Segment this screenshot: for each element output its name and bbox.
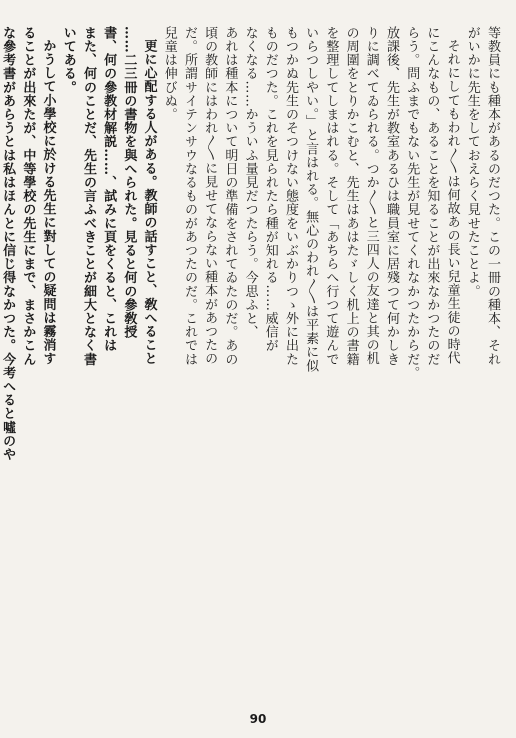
text-line: 等教員にも種本があるのだつた。この一冊の種本、それ (485, 26, 500, 366)
text-line: 更に心配する人がある。教師の話すこと、敎へること (141, 39, 157, 366)
text-line: また、何のことだ、先生の言ふべきことが細大となく書 (80, 26, 96, 366)
text-line: いてある。 (60, 26, 76, 94)
text-line: を整理してしまはれる。そして「あちらへ行つて遊んで (323, 26, 339, 366)
text-line: りに調べてゐられる。つか〳〵と三四人の友達と其の机 (363, 26, 379, 366)
text-line: だ。所謂サイテンサウなるものがあつたのだ。これでは (181, 26, 197, 366)
text-line: にこんなもの、あることを知ることが出來なかつたのだ (424, 26, 440, 366)
text-line: いらつしやい。」と言はれる。無心のわれ〳〵は平素に似 (303, 26, 319, 373)
text-line: かうして小學校に於ける先生に對しての疑問は霧消す (40, 39, 56, 366)
body-text (0, 26, 502, 702)
text-line: 頃の教師にはわれ〳〵に見せてならない種本があつたの (202, 26, 218, 366)
text-line: の周圍をとりかこむと、先生はあはたゞしく机上の書籍 (343, 26, 359, 366)
text-line: ……二三冊の書物を與へられた。見ると何の參敎授 (121, 26, 137, 339)
text-line: あれは種本について明日の準備をされてゐたのだ。あの (222, 26, 238, 366)
text-line: もつかぬ先生のそつけない態度をいぶかりつゝ外に出た (282, 26, 298, 366)
text-line: らう。問ふまでもない先生が見せてくれなかつたからだ。 (404, 26, 420, 380)
text-line: ものだつた。これを見られたら種が知れる……威信が (262, 26, 278, 353)
page-number: 90 (249, 712, 267, 726)
text-line: 兒童は伸びぬ。 (161, 26, 177, 122)
text-line: それにしてもわれ〳〵は何故あの長い兒童生徒の時代 (444, 39, 460, 365)
text-line: 書、何の參教材解説……、試みに頁をくると、これは (101, 26, 117, 353)
text-line: ることが出來たが、中等學校の先生にまで、まさかこん (20, 26, 36, 366)
text-line: なくなる……かういふ量見だつたらう。今思ふと、 (242, 26, 258, 339)
text-line: な參考書があらうとは私はほんとに信じ得なかつた。今考へると噓のや (0, 26, 16, 462)
text-line: 放課後、先生が教室あるひは職員室に居殘つて何かしき (383, 26, 399, 366)
text-line: がいかに先生をしておえらく見せたことよ。 (464, 26, 480, 298)
